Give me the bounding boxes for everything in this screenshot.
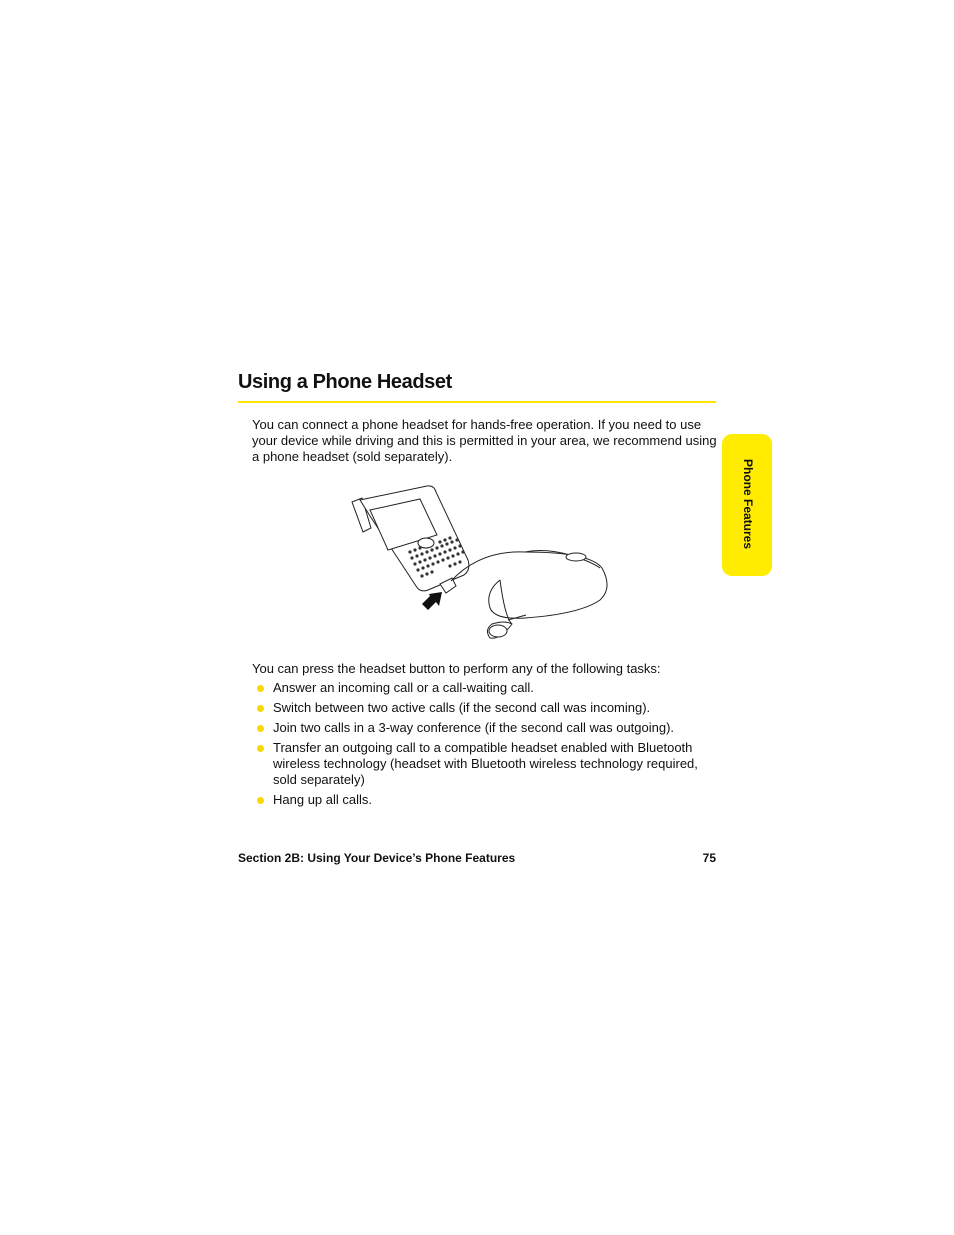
side-tab-label: Phone Features	[741, 459, 755, 550]
bullet-icon	[257, 705, 264, 712]
intro-paragraph: You can connect a phone headset for hands-free operation. If you need to use your device while driving and this is permitted in your area, we recommend using a phone headset (sold separately).	[252, 417, 717, 464]
list-item: Answer an incoming call or a call-waiting call.	[252, 680, 712, 696]
footer-section-title: Section 2B: Using Your Device’s Phone Features	[238, 851, 516, 865]
headset-button	[566, 553, 586, 561]
list-item: Transfer an outgoing call to a compatible headset enabled with Bluetooth wireless technology (headset with Bluetooth wireless technology required, sold separately)	[252, 740, 712, 788]
task-list	[252, 680, 712, 812]
list-item: Hang up all calls.	[252, 792, 712, 808]
bullet-icon	[257, 725, 264, 732]
headset-cord	[451, 552, 607, 618]
bullet-icon	[257, 745, 264, 752]
list-item: Switch between two active calls (if the second call was incoming).	[252, 700, 712, 716]
headset-illustration	[330, 480, 630, 650]
bullet-icon	[257, 797, 264, 804]
page-number: 75	[702, 851, 716, 865]
insert-arrow-icon	[422, 592, 442, 610]
title-underline	[238, 401, 716, 403]
list-item: Join two calls in a 3-way conference (if the second call was outgoing).	[252, 720, 712, 736]
tasks-lead: You can press the headset button to perform any of the following tasks:	[252, 661, 661, 676]
page-title: Using a Phone Headset	[238, 371, 452, 393]
bullet-icon	[257, 685, 264, 692]
